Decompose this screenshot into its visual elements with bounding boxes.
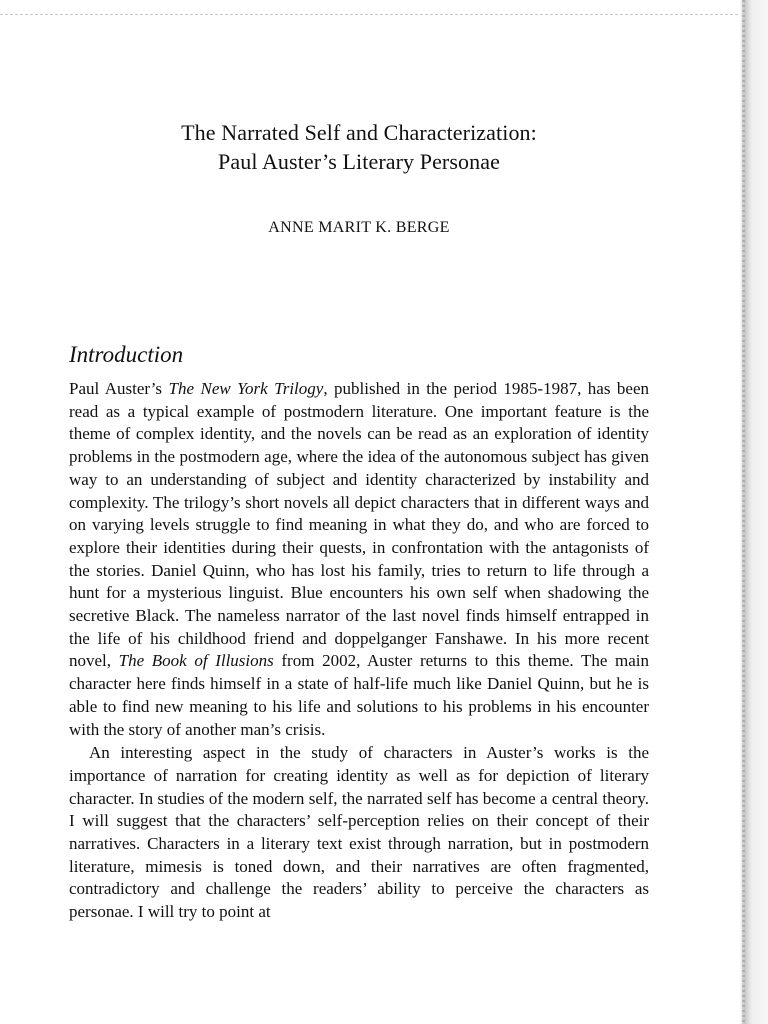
paragraph-1-book-title-trilogy: The New York Trilogy bbox=[168, 379, 324, 398]
paragraph-1-text-a: Paul Auster’s bbox=[69, 379, 169, 398]
paragraph-1-book-title-illusions: The Book of Illusions bbox=[118, 651, 274, 671]
document-page bbox=[69, 118, 649, 924]
paragraph-2: An interesting aspect in the study of characters in Auster’s works is the importance of narration for creating identity as well as for depiction of literary character. In studies of the modern self, the narrated self has become a central theory. I will suggest that the characters’ self-perception relies on their concept of their narratives. Characters in a literary text exist through narration, but in postmodern literature, mimesis is toned down, and their narratives are often fragmented, contradictory and challenge the readers’ ability to perceive the characters as personae. I will try to point at bbox=[69, 743, 649, 922]
scan-top-edge-line bbox=[0, 14, 738, 15]
paragraph-1-text-c: , published in the period 1985-1987, has been read as a typical example of postmodern literature. One important feature is the theme of complex identity, and the novels can be read as an exploration of identity problems in the postmodern age, where the idea of the autonomous subject has given way to an understanding of subject and identity characterized by instability and complexity. The trilogy’s short novels all depict characters that in different ways and on varying levels struggle to find meaning in what they do, and who are forced to explore their identities during their quests, in confrontation with the antagonists of the stories. Daniel Quinn, who has lost his family, tries to return to life through a hunt for a mysterious linguist. Blue encounters his own self when shadowing the secretive Black. The nameless narrator of the last novel finds himself entrapped in the life of his childhood friend and doppelganger Fanshawe. In his more recent novel, bbox=[69, 379, 649, 671]
paragraph-1-text-e: from 2002, Auster returns to this theme. The main character here finds himself in a state of half-life much like Daniel Quinn, but he is able to find new meaning to his life and solutions to his problems in his encounter with the story of another man’s crisis. bbox=[69, 651, 649, 739]
author-name: ANNE MARIT K. BERGE bbox=[268, 219, 450, 236]
article-title-line-1: The Narrated Self and Characterization: bbox=[181, 120, 537, 145]
body-text bbox=[69, 378, 649, 924]
article-title bbox=[69, 118, 649, 176]
section-heading-introduction: Introduction bbox=[69, 342, 184, 367]
article-title-line-2: Paul Auster’s Literary Personae bbox=[218, 149, 500, 174]
scan-binding-grain bbox=[742, 0, 745, 1024]
paragraph-1 bbox=[69, 378, 649, 741]
